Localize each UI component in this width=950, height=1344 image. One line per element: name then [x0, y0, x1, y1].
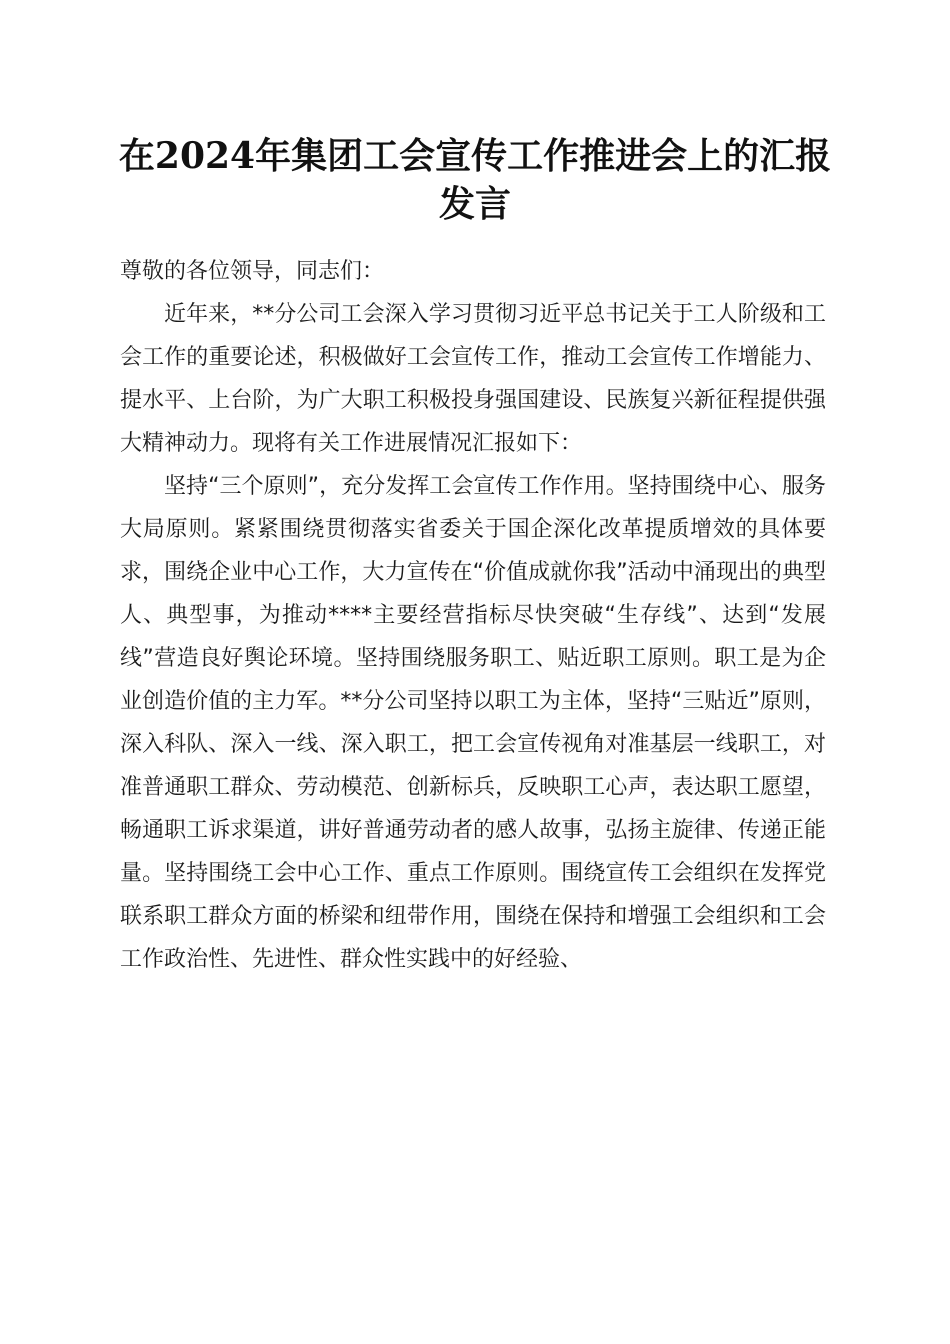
- title-line-1: 在2024年集团工会宣传工作推进会上的汇报: [118, 135, 832, 177]
- document-title: [100, 132, 850, 228]
- paragraph-1: 近年来，**分公司工会深入学习贯彻习近平总书记关于工人阶级和工会工作的重要论述，积极做好工会宣传工作，推动工会宣传工作增能力、提水平、上台阶，为广大职工积极投身强国建设、民族复兴新征程提供强大精神动力。现将有关工作进展情况汇报如下：: [120, 302, 826, 456]
- paragraph-2: 坚持“三个原则”，充分发挥工会宣传工作作用。坚持围绕中心、服务大局原则。紧紧围绕贯彻落实省委关于国企深化改革提质增效的具体要求，围绕企业中心工作，大力宣传在“价值成就你我”活动中涌现出的典型人、典型事，为推动****主要经营指标尽快突破“生存线”、达到“发展线”营造良好舆论环境。坚持围绕服务职工、贴近职工原则。职工是为企业创造价值的主力军。**分公司坚持以职工为主体，坚持“三贴近”原则，深入科队、深入一线、深入职工，把工会宣传视角对准基层一线职工，对准普通职工群众、劳动模范、创新标兵，反映职工心声，表达职工愿望，畅通职工诉求渠道，讲好普通劳动者的感人故事，弘扬主旋律、传递正能量。坚持围绕工会中心工作、重点工作原则。围绕宣传工会组织在发挥党联系职工群众方面的桥梁和纽带作用，围绕在保持和增强工会组织和工会工作政治性、先进性、群众性实践中的好经验、: [120, 474, 826, 972]
- document-body: [120, 250, 826, 981]
- title-line-2: 发言: [438, 183, 511, 225]
- salutation: 尊敬的各位领导，同志们：: [120, 259, 385, 284]
